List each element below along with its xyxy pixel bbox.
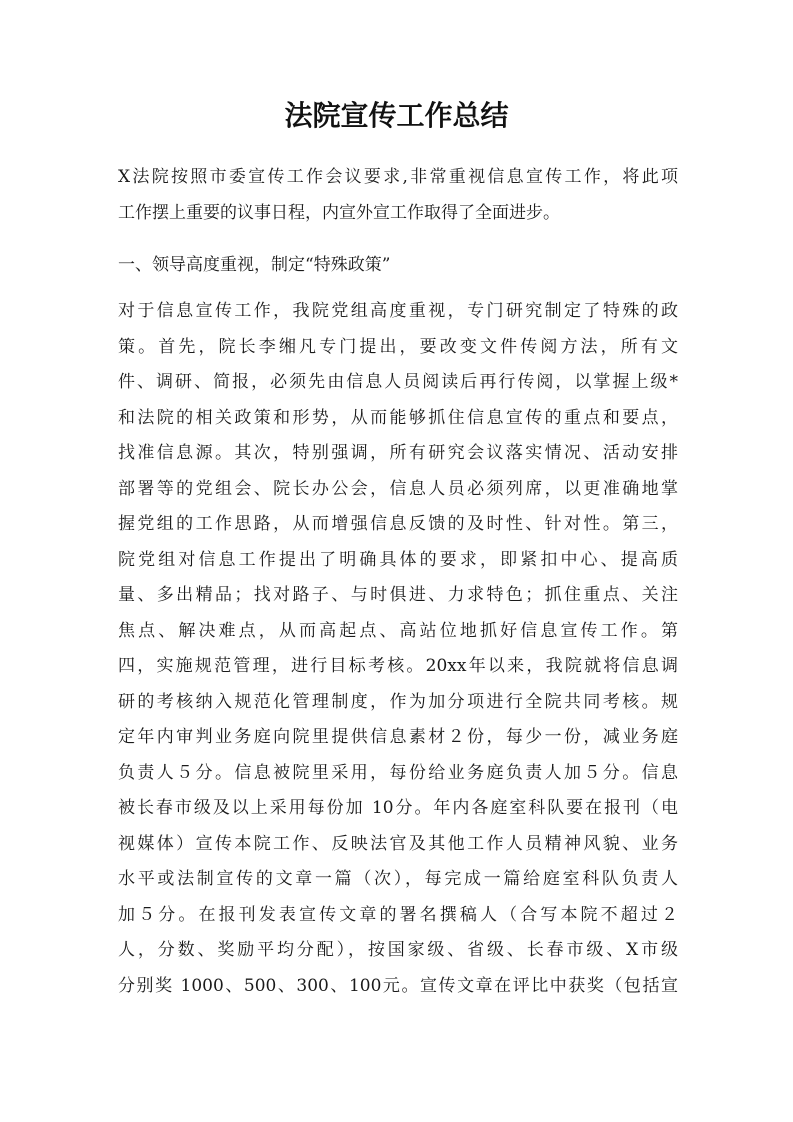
paragraph-line: 研的考核纳入规范化管理制度，作为加分项进行全院共同考核。规 — [118, 691, 678, 712]
paragraph-line: 和法院的相关政策和形势，从而能够抓住信息宣传的重点和要点， — [118, 407, 678, 428]
paragraph-line: 加５分。在报刊发表宣传文章的署名撰稿人（合写本院不超过２ — [118, 904, 678, 925]
section-paragraph — [118, 294, 678, 1004]
paragraph-line: 部署等的党组会、院长办公会，信息人员必须列席，以更准确地掌 — [118, 478, 678, 499]
paragraph-line: 焦点、解决难点，从而高起点、高站位地抓好信息宣传工作。第 — [118, 620, 678, 641]
section-heading-text: 一、领导高度重视，制定“特殊政策” — [118, 255, 391, 275]
section-heading — [118, 248, 678, 284]
paragraph-line: 对于信息宣传工作，我院党组高度重视，专门研究制定了特殊的政 — [118, 301, 678, 321]
paragraph-line: 找准信息源。其次，特别强调，所有研究会议落实情况、活动安排 — [118, 443, 678, 463]
paragraph-line: 负责人５分。信息被院里采用，每份给业务庭负责人加５分。信息 — [118, 762, 678, 783]
paragraph-line: 件、调研、简报，必须先由信息人员阅读后再行传阅，以掌握上级* — [118, 372, 678, 392]
paragraph-line: 握党组的工作思路，从而增强信息反馈的及时性、针对性。第三， — [118, 514, 678, 534]
intro-paragraph — [118, 160, 678, 231]
paragraph-line: X法院按照市委宣传工作会议要求,非常重视信息宣传工作，将此项 — [118, 167, 678, 187]
paragraph-line: 定年内审判业务庭向院里提供信息素材２份，每少一份，减业务庭 — [118, 727, 678, 747]
paragraph-line: 人，分数、奖励平均分配），按国家级、省级、长春市级、X市级 — [118, 940, 678, 960]
paragraph-line: 水平或法制宣传的文章一篇（次），每完成一篇给庭室科队负责人 — [118, 869, 678, 889]
paragraph-line: 策。首先，院长李缃凡专门提出，要改变文件传阅方法，所有文 — [118, 336, 678, 357]
document-title: 法院宣传工作总结 — [284, 99, 509, 132]
paragraph-line: 工作摆上重要的议事日程，内宣外宣工作取得了全面进步。 — [118, 202, 560, 223]
paragraph-line: 视媒体）宣传本院工作、反映法官及其他工作人员精神风貌、业务 — [118, 833, 678, 854]
paragraph-line: 分别奖 1000、500、300、100元。宣传文章在评比中获奖（包括宣 — [118, 975, 678, 996]
paragraph-line: 被长春市级及以上采用每份加 10分。年内各庭室科队要在报刊（电 — [118, 798, 678, 818]
paragraph-line: 量、多出精品；找对路子、与时俱进、力求特色；抓住重点、关注 — [118, 585, 678, 605]
paragraph-line: 四，实施规范管理，进行目标考核。20xx年以来，我院就将信息调 — [118, 656, 678, 676]
paragraph-line: 院党组对信息工作提出了明确具体的要求，即紧扣中心、提高质 — [118, 549, 678, 570]
